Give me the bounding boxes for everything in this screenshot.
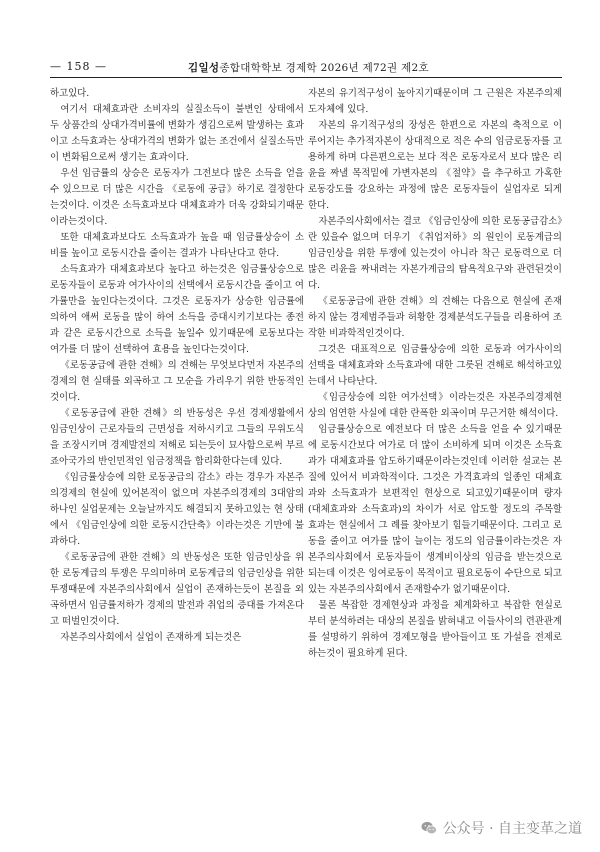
paragraph: 《로동공급에 관한 견해》의 견해는 무엇보다먼저 자본주의경제의 현 실태를 외곡하고 그 모순을 가리우기 위한 반동적인것이다. bbox=[50, 360, 304, 403]
paragraph: 그것은 대표적으로 임금률상승에 의한 로동과 여가사이의 선택을 대체효과와 소득효과에 대한 그릇된 견해로 해석하고있는데서 나타난다. bbox=[308, 344, 562, 387]
paragraph: 《임금상승에 의한 여가선택》이라는것은 자본주의경제현상의 엄연한 사실에 대한 란폭한 외곡이며 무근거한 해석이다. bbox=[308, 392, 562, 419]
paragraph: 여기서 대체효과란 소비자의 실질소득이 불변인 상태에서 두 상품간의 상대가격비률에 변화가 생김으로써 발생하는 효과이고 소득효과는 상대가격의 변화가 없는 조건에서 실질소득만이 변화됨으로써 생기는 효과이다. bbox=[50, 104, 304, 163]
paragraph: 《로동공급에 관한 견해》의 반동성은 또한 임금인상을 위한 로동계급의 투쟁은 무의미하며 로동계급의 임금인상을 위한 투쟁때문에 자본주의사회에서 실업이 존재하는듯이 본질을 외곡하면서 임금률저하가 경제의 발전과 취업의 증대를 가져온다고 떠벌인것이다. bbox=[50, 552, 304, 627]
paragraph: 물론 복잡한 경제현상과 과정을 체계화하고 복잡한 현실로부터 분석하려는 대상의 본질을 밝혀내고 이들사이의 련관관계를 설명하기 위하여 경제모형을 받아들이고 또 가설을 전제로 하는것이 필요하게 된다. bbox=[308, 600, 562, 659]
paragraph: 우선 임금률의 상승은 로동자가 그전보다 많은 소득을 얻을수 있으므로 더 많은 시간을 《로동에 공급》하기로 결정한다는것이다. 이것은 소득효과보다 대체효과가 더욱 강화되기때문이라는것이다. bbox=[50, 168, 304, 227]
paragraph: 자본주의사회에서 실업이 존재하게 되는것은 bbox=[60, 632, 242, 643]
paragraph: 임금률상승으로 예전보다 더 많은 소득을 얻을 수 있기때문에 로동시간보다 여가로 더 많이 소비하게 되며 이것은 소득효과가 대체효과를 압도하기때문이라는것인데 이러한 설교는 본질에 있어서 비과학적이다. 그것은 가격효과의 일종인 대체효과와 소득효과가 보편적인 현상으로 되고있기때문이며 량자(대체효과와 소득효과)의 차이가 서로 압도할 정도의 주목할 효과는 현실에서 그 례를 찾아보기 힘들기때문이다. 그리고 로동을 줄이고 여가를 많이 늘이는 정도의 임금률이라는것은 자본주의사회에서 로동자들이 생계비이상의 임금을 받는것으로 되는데 이것은 잉여로동이 목적이고 필요로동이 수단으로 되고있는 자본주의사회에서 존재할수가 없기때문이다. bbox=[308, 424, 562, 595]
journal-title-bold: 김일성 bbox=[188, 62, 220, 74]
left-column bbox=[50, 86, 304, 646]
paragraph: 하고있다. bbox=[50, 88, 90, 99]
watermark bbox=[420, 818, 582, 838]
page-header bbox=[50, 60, 562, 76]
wechat-icon bbox=[420, 819, 438, 837]
paragraph: 자본주의사회에서는 결코 《임금인상에 의한 로동공급감소》란 있을수 없으며 더우기 《취업저하》의 원인이 로동계급의 임금인상을 위한 투쟁에 있는것이 아니라 착근 로동력으로 더 많은 리윤을 짜내려는 자본가계급의 탐욕적요구와 관련된것이다. bbox=[308, 216, 562, 291]
paragraph: 자본의 유기적구성의 장성은 한편으로 자본의 축적으로 이루어지는 추가적자본이 상대적으로 적은 수의 임금로동자를 고용하게 하며 다른편으로는 보다 적은 로동자로서 보다 많은 리윤을 짜낼 목적밑에 가변자본의 《절약》을 추구하고 가혹한 로동강도를 강요하는 과정에 많은 로동자들이 실업자로 되게 한다. bbox=[308, 120, 562, 211]
paragraph: 소득효과가 대체효과보다 높다고 하는것은 임금률상승으로 로동자들이 로동과 여가사이의 선택에서 로동시간을 줄이고 여가률만을 높인다는것이다. 그것은 로동자가 상승한 임금률에 의하여 애써 로동을 많이 하여 소득을 증대시키기보다는 종전과 같은 로동시간으로 소득을 높일수 있기때문에 로동보다는 여가를 더 많이 선택하여 효용을 높인다는것이다. bbox=[50, 264, 304, 355]
right-column bbox=[308, 86, 562, 662]
paragraph: 《로동공급에 관한 견해》의 반동성은 우선 경제생활에서 임금인상이 근로자들의 근면성을 저하시키고 그들의 무위도식을 조장시키며 경제발전의 저해로 되는듯이 묘사함으로써 부르죠아국가의 반인민적인 임금정책을 합리화한다는데 있다. bbox=[50, 408, 304, 467]
paragraph: 《로동공급에 관한 견해》의 견해는 다음으로 현실에 존재하지 않는 경제범주들과 허황한 경제분석도구들을 리용하여 조작한 비과학적인것이다. bbox=[308, 296, 562, 339]
paragraph: 자본의 유기적구성이 높아지기때문이며 그 근원은 자본주의제도자체에 있다. bbox=[308, 88, 562, 115]
header-rule bbox=[50, 77, 562, 78]
journal-title bbox=[188, 60, 562, 75]
watermark-text: 公众号 · 自主变革之道 bbox=[442, 821, 582, 837]
journal-title-rest: 종합대학학보 경제학 2026년 제72권 제2호 bbox=[219, 62, 429, 74]
page-number: — 158 — bbox=[50, 60, 107, 73]
paragraph: 또한 대체효과보다도 소득효과가 높을 때 임금률상승이 소비를 높이고 로동시간을 줄이는 결과가 나타난다고 한다. bbox=[50, 232, 304, 259]
paragraph: 《임금률상승에 의한 로동공급의 감소》라는 경우가 자본주의경제의 현실에 있어본적이 없으며 자본주의경제의 3대암의 하나인 실업문제는 오늘날까지도 해결되지 못하고있는 현 상태에서 《임금인상에 의한 로동시간단축》이라는것은 기만에 불과하다. bbox=[50, 472, 304, 547]
